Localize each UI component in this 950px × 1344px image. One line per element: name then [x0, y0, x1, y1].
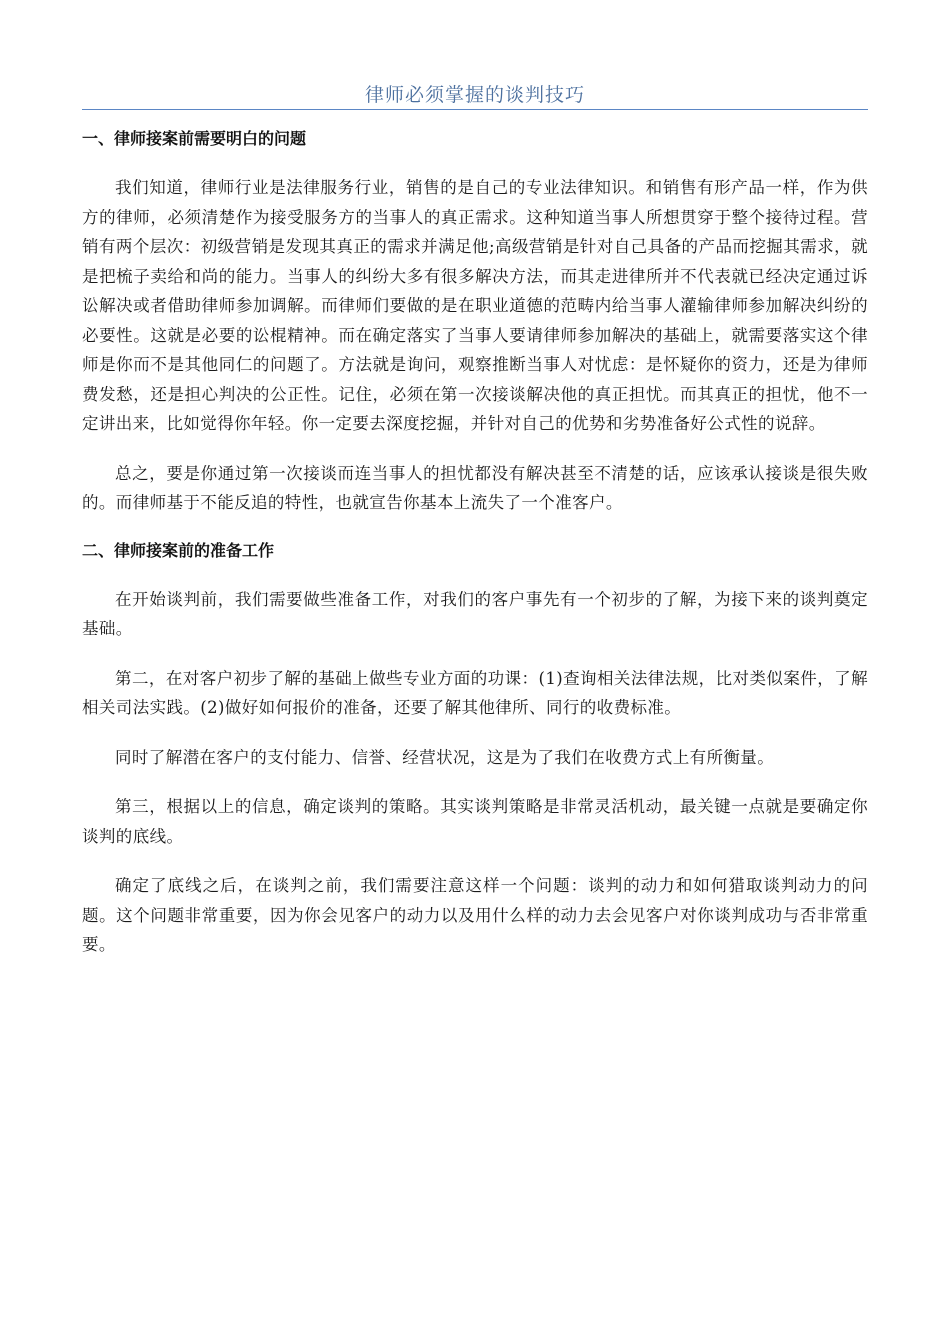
spacer	[82, 518, 868, 536]
spacer	[82, 439, 868, 459]
paragraph: 在开始谈判前，我们需要做些准备工作，对我们的客户事先有一个初步的了解，为接下来的谈判奠定基础。	[82, 589, 868, 638]
spacer	[82, 772, 868, 792]
title-underline	[82, 109, 868, 110]
document-body	[82, 124, 868, 960]
paragraph: 第二，在对客户初步了解的基础上做些专业方面的功课：(1)查询相关法律法规，比对类似案件，了解相关司法实践。(2)做好如何报价的准备，还要了解其他律所、同行的收费标准。	[82, 668, 868, 717]
paragraph: 确定了底线之后，在谈判之前，我们需要注意这样一个问题：谈判的动力和如何猎取谈判动力的问题。这个问题非常重要，因为你会见客户的动力以及用什么样的动力去会见客户对你谈判成功与否非常重要。	[82, 876, 868, 954]
spacer	[82, 154, 868, 173]
section-heading-1: 一、律师接案前需要明白的问题	[82, 129, 307, 148]
paragraph: 我们知道，律师行业是法律服务行业，销售的是自己的专业法律知识。和销售有形产品一样，作为供方的律师，必须清楚作为接受服务方的当事人的真正需求。这种知道当事人所想贯穿于整个接待过程。营销有两个层次：初级营销是发现其真正的需求并满足他;高级营销是针对自己具备的产品而挖掘其需求，就是把梳子卖给和尚的能力。当事人的纠纷大多有很多解决方法，而其走进律所并不代表就已经决定通过诉讼解决或者借助律师参加调解。而律师们要做的是在职业道德的范畴内给当事人灌输律师参加解决纠纷的必要性。这就是必要的讼棍精神。而在确定落实了当事人要请律师参加解决的基础上，就需要落实这个律师是你而不是其他同仁的问题了。方法就是询问，观察推断当事人对忧虑：是怀疑你的资力，还是为律师费发愁，还是担心判决的公正性。记住，必须在第一次接谈解决他的真正担忧。而其真正的担忧，他不一定讲出来，比如觉得你年轻。你一定要去深度挖掘，并针对自己的优势和劣势准备好公式性的说辞。	[82, 178, 868, 433]
spacer	[82, 566, 868, 585]
paragraph: 总之，要是你通过第一次接谈而连当事人的担忧都没有解决甚至不清楚的话，应该承认接谈是很失败的。而律师基于不能反追的特性，也就宣告你基本上流失了一个准客户。	[82, 463, 868, 512]
spacer	[82, 723, 868, 743]
paragraph: 同时了解潜在客户的支付能力、信誉、经营状况，这是为了我们在收费方式上有所衡量。	[115, 747, 775, 767]
spacer	[82, 644, 868, 664]
section-heading-2: 二、律师接案前的准备工作	[82, 540, 275, 560]
spacer	[82, 851, 868, 871]
paragraph: 第三，根据以上的信息，确定谈判的策略。其实谈判策略是非常灵活机动，最关键一点就是要确定你谈判的底线。	[82, 797, 868, 846]
document-title: 律师必须掌握的谈判技巧	[364, 84, 585, 106]
